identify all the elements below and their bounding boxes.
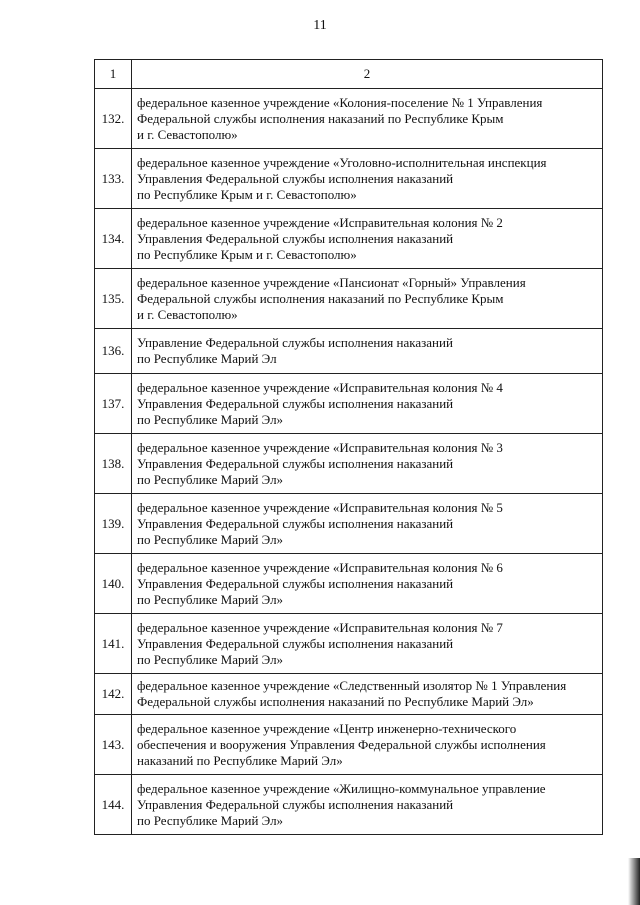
institution-name: федеральное казенное учреждение «Исправительная колония № 5 Управления Федеральной службы исполнения наказаний по Республике Марий Эл»	[137, 499, 503, 547]
institution-name: федеральное казенное учреждение «Колония-поселение № 1 Управления Федеральной службы исполнения наказаний по Республике Крым и г. Севастополю»	[137, 94, 543, 142]
row-number: 141.	[95, 614, 132, 674]
table-row	[95, 775, 603, 835]
table-row	[95, 209, 603, 269]
row-number: 134.	[95, 209, 132, 269]
row-number: 135.	[95, 269, 132, 329]
table-row	[95, 149, 603, 209]
institution-name: федеральное казенное учреждение «Исправительная колония № 6 Управления Федеральной службы исполнения наказаний по Республике Марий Эл»	[137, 559, 503, 607]
institution-name: федеральное казенное учреждение «Пансионат «Горный» Управления Федеральной службы исполнения наказаний по Республике Крым и г. Севастополю»	[137, 274, 526, 322]
table-row	[95, 494, 603, 554]
row-number: 137.	[95, 374, 132, 434]
table-row	[95, 269, 603, 329]
table-row	[95, 554, 603, 614]
row-number: 139.	[95, 494, 132, 554]
table-header-row	[95, 60, 603, 89]
institution-name: федеральное казенное учреждение «Исправительная колония № 2 Управления Федеральной службы исполнения наказаний по Республике Крым и г. Севастополю»	[137, 214, 503, 262]
row-number: 133.	[95, 149, 132, 209]
institution-name: федеральное казенное учреждение «Центр инженерно-технического обеспечения и вооружения Управления Федеральной службы исполнения наказаний по Республике Марий Эл»	[137, 720, 546, 768]
institution-name: федеральное казенное учреждение «Исправительная колония № 3 Управления Федеральной службы исполнения наказаний по Республике Марий Эл»	[137, 439, 503, 487]
row-number: 132.	[95, 89, 132, 149]
column-header-number: 1	[95, 60, 132, 89]
institution-name: федеральное казенное учреждение «Следственный изолятор № 1 Управления Федеральной службы исполнения наказаний по Республике Марий Эл»	[137, 678, 567, 709]
institutions-table	[94, 59, 603, 835]
page-number: 11	[313, 18, 327, 33]
row-number: 142.	[95, 674, 132, 715]
row-number: 136.	[95, 329, 132, 374]
institution-name: федеральное казенное учреждение «Уголовно-исполнительная инспекция Управления Федеральной службы исполнения наказаний по Республике Крым и г. Севастополю»	[137, 154, 547, 202]
institution-name: федеральное казенное учреждение «Исправительная колония № 7 Управления Федеральной службы исполнения наказаний по Республике Марий Эл»	[137, 619, 503, 667]
table-row	[95, 614, 603, 674]
institution-name: федеральное казенное учреждение «Исправительная колония № 4 Управления Федеральной службы исполнения наказаний по Республике Марий Эл»	[137, 379, 503, 427]
institution-name: федеральное казенное учреждение «Жилищно-коммунальное управление Управления Федеральной службы исполнения наказаний по Республике Марий Эл»	[137, 780, 546, 828]
scan-edge-shadow	[628, 858, 640, 905]
table-row	[95, 89, 603, 149]
table-row	[95, 674, 603, 715]
row-number: 144.	[95, 775, 132, 835]
column-header-name: 2	[132, 60, 603, 89]
row-number: 143.	[95, 715, 132, 775]
table-row	[95, 329, 603, 374]
table-row	[95, 374, 603, 434]
row-number: 138.	[95, 434, 132, 494]
row-number: 140.	[95, 554, 132, 614]
table-row	[95, 434, 603, 494]
institution-name: Управление Федеральной службы исполнения наказаний по Республике Марий Эл	[137, 335, 453, 366]
table-row	[95, 715, 603, 775]
